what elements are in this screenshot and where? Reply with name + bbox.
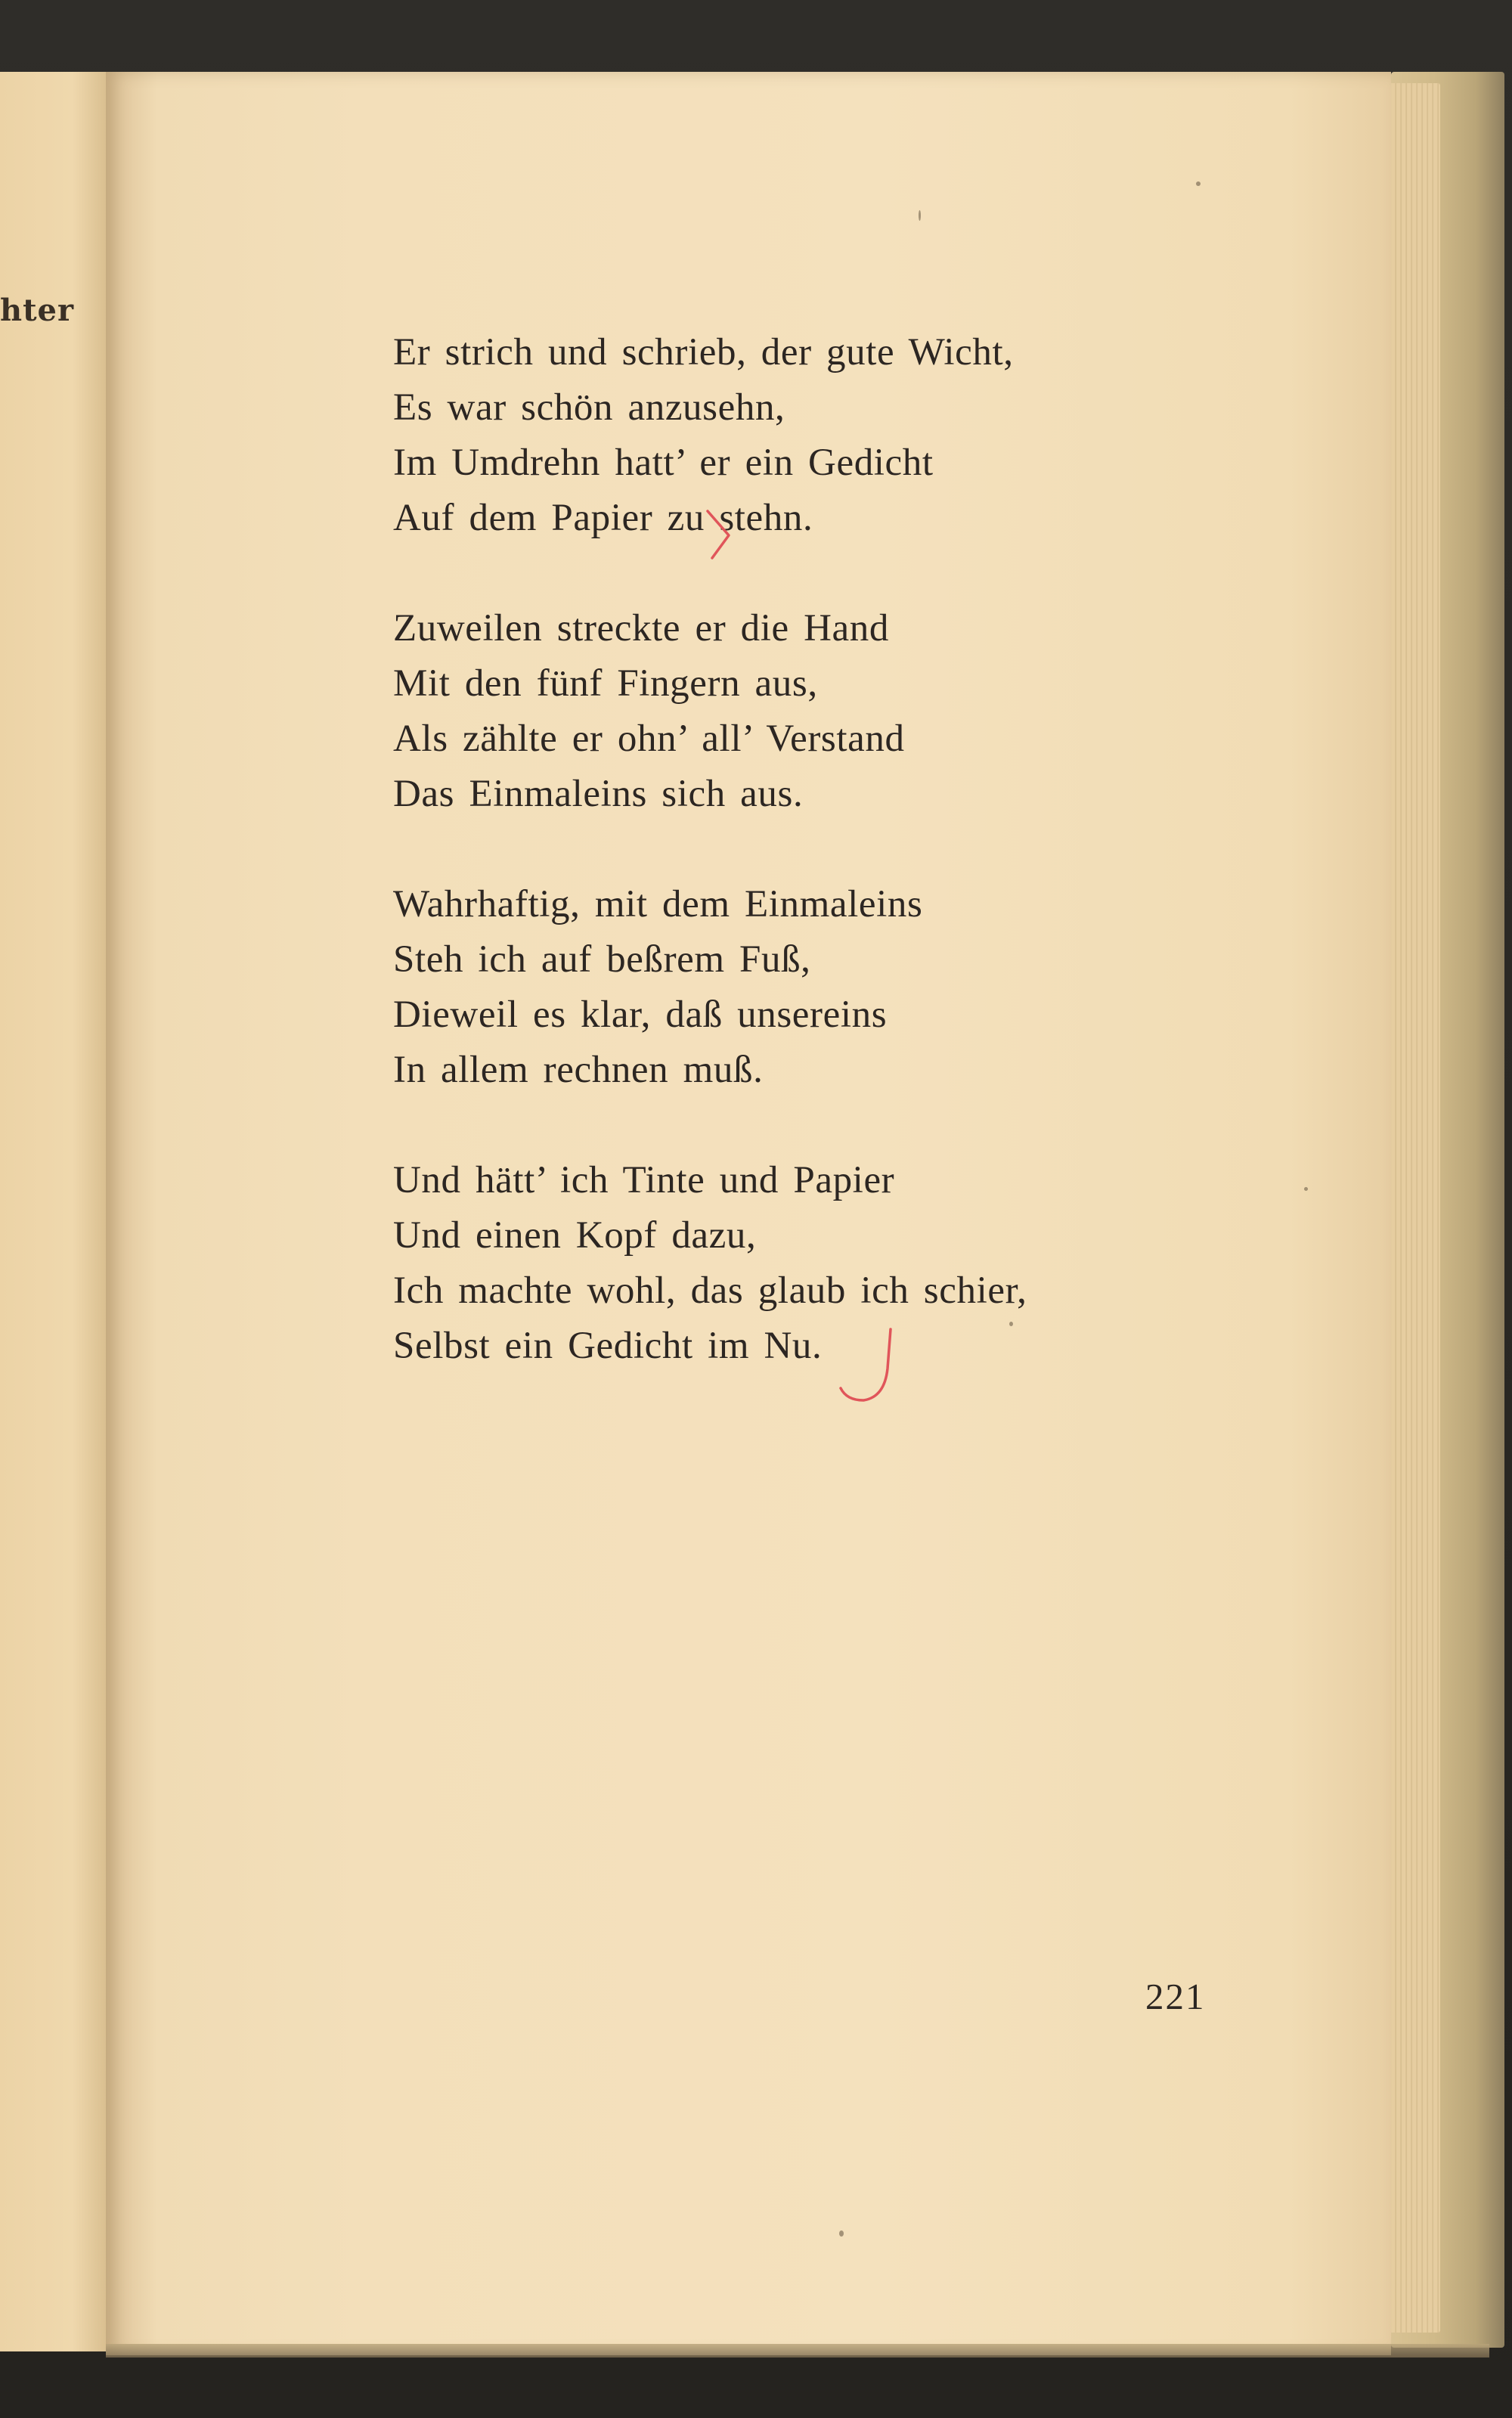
correction-bracket-mark bbox=[832, 1325, 900, 1408]
paper-speck bbox=[1009, 1322, 1013, 1326]
poem-line: Das Einmaleins sich aus. bbox=[393, 773, 804, 815]
poem-line: Ich machte wohl, das glaub ich schier, bbox=[393, 1269, 1027, 1312]
poem-text bbox=[393, 325, 1027, 1374]
stanza-4 bbox=[393, 1153, 1027, 1374]
paper-speck bbox=[919, 210, 921, 221]
poem-line: Er strich und schrieb, der gute Wicht, bbox=[393, 331, 1014, 374]
poem-line: Es war schön anzusehn, bbox=[393, 386, 785, 429]
poem-line: Dieweil es klar, daß unsereins bbox=[393, 994, 888, 1036]
poem-line: Im Umdrehn hatt’ er ein Gedicht bbox=[393, 442, 934, 484]
poem-line: Und einen Kopf dazu, bbox=[393, 1214, 757, 1257]
page-number: 221 bbox=[1145, 1976, 1206, 2017]
stanza-2 bbox=[393, 601, 1027, 822]
paper-speck bbox=[839, 2230, 844, 2237]
left-running-head: hter bbox=[0, 293, 75, 328]
poem-line: Mit den fünf Fingern aus, bbox=[393, 662, 818, 705]
left-facing-page bbox=[0, 72, 121, 2351]
paper-speck bbox=[1196, 181, 1201, 186]
poem-line: Wahrhaftig, mit dem Einmaleins bbox=[393, 883, 923, 925]
poem-line: Als zählte er ohn’ all’ Verstand bbox=[393, 718, 905, 760]
poem-line: Und hätt’ ich Tinte und Papier bbox=[393, 1159, 895, 1201]
poem-line: Selbst ein Gedicht im Nu. bbox=[393, 1325, 823, 1367]
poem-line: Steh ich auf beßrem Fuß, bbox=[393, 938, 811, 981]
poem-line: Zuweilen streckte er die Hand bbox=[393, 607, 889, 649]
book-bottom-edge bbox=[106, 2344, 1489, 2358]
paper-speck bbox=[1304, 1187, 1308, 1191]
poem-line: In allem rechnen muß. bbox=[393, 1049, 764, 1091]
poem-line: Auf dem Papier zu stehn. bbox=[393, 497, 813, 539]
correction-caret-mark bbox=[702, 508, 754, 561]
stanza-3 bbox=[393, 877, 1027, 1098]
